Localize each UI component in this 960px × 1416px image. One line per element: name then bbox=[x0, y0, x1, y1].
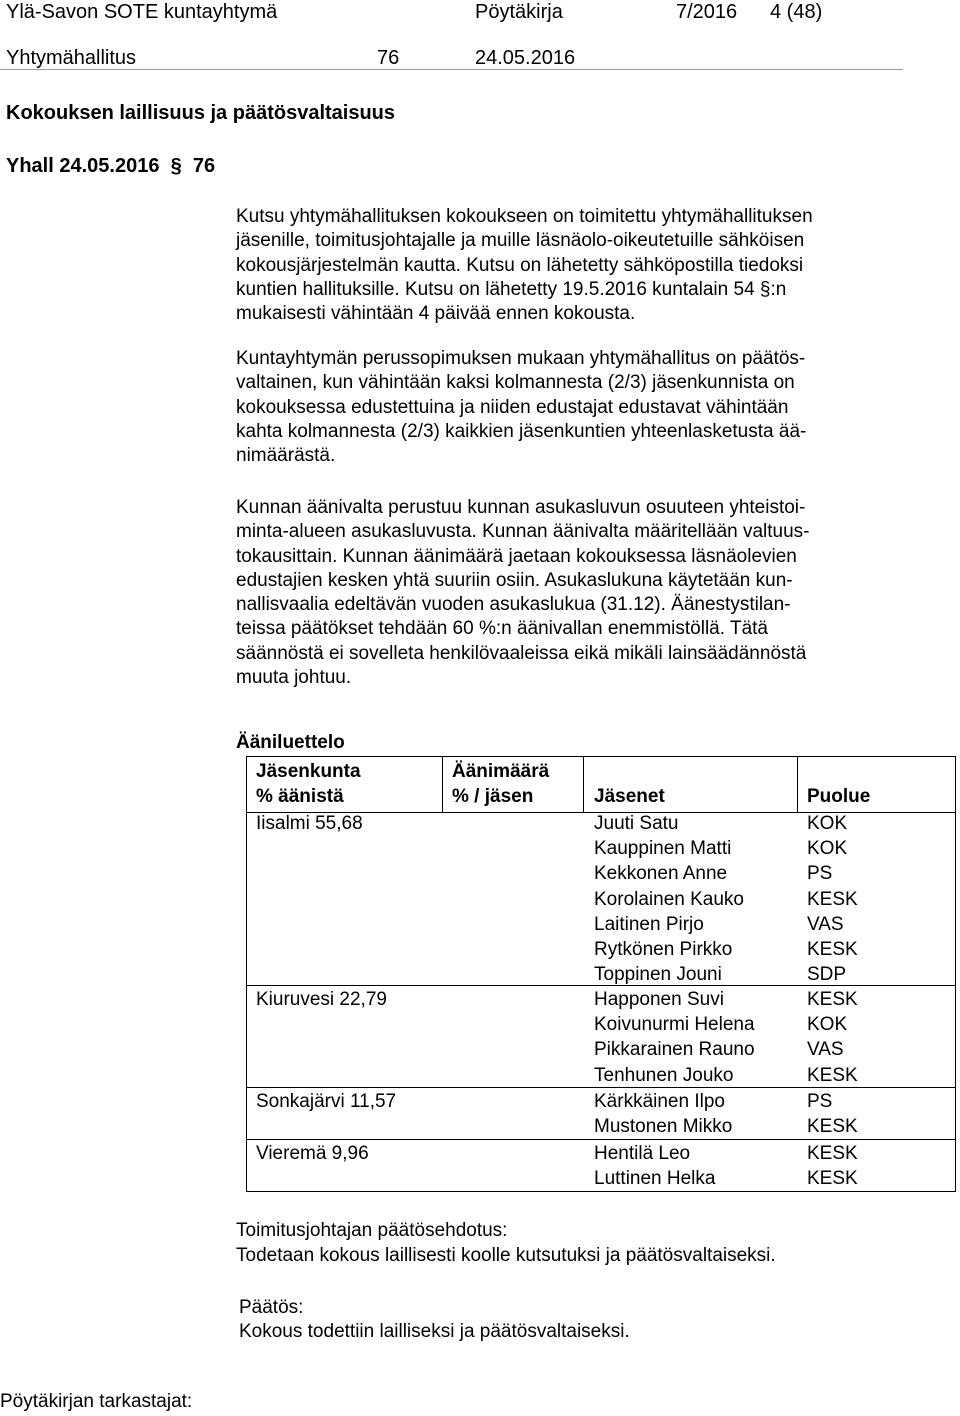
decision-label: Päätös: bbox=[239, 1297, 304, 1318]
paragraph-line: minta-alueen asukasluvusta. Kunnan äänivalta määritellään valtuus- bbox=[236, 521, 810, 543]
organization-name: Ylä-Savon SOTE kuntayhtymä bbox=[6, 1, 278, 23]
table-column-divider bbox=[797, 757, 798, 812]
vote-table-title: Ääniluettelo bbox=[236, 732, 345, 753]
paragraph-line: muuta johtuu. bbox=[236, 667, 352, 689]
paragraph-voting-power bbox=[236, 496, 906, 690]
paragraph-line: nimäärästä. bbox=[236, 445, 336, 467]
header-divider bbox=[0, 69, 903, 70]
member-name: Kärkkäinen Ilpo bbox=[594, 1091, 725, 1112]
member-name: Kauppinen Matti bbox=[594, 838, 732, 860]
party-code: KESK bbox=[807, 888, 858, 910]
party-code: VAS bbox=[807, 1039, 844, 1061]
paragraph-quorum bbox=[236, 347, 906, 468]
page-number: 4 (48) bbox=[770, 1, 823, 23]
header-party: Puolue bbox=[807, 786, 871, 807]
proposal-text: Todetaan kokous laillisesti koolle kutsutuksi ja päätösvaltaiseksi. bbox=[236, 1245, 776, 1266]
section-reference-number: 76 bbox=[192, 155, 216, 177]
party-code: KOK bbox=[807, 1014, 848, 1036]
party-code: KESK bbox=[807, 939, 858, 961]
section-title: Kokouksen laillisuus ja päätösvaltaisuus bbox=[6, 102, 396, 124]
meeting-date: 24.05.2016 bbox=[475, 47, 576, 69]
party-code: PS bbox=[807, 863, 833, 885]
party-code: KESK bbox=[807, 989, 858, 1010]
member-name: Laitinen Pirjo bbox=[594, 913, 704, 935]
member-list bbox=[594, 1141, 715, 1191]
party-list bbox=[807, 811, 858, 987]
member-name: Tenhunen Jouko bbox=[594, 1064, 734, 1086]
vote-table bbox=[246, 756, 956, 1192]
member-name: Happonen Suvi bbox=[594, 989, 724, 1010]
member-name: Hentilä Leo bbox=[594, 1143, 691, 1164]
member-name: Juuti Satu bbox=[594, 813, 679, 834]
member-name: Rytkönen Pirkko bbox=[594, 939, 733, 961]
section-reference-label: Yhall 24.05.2016 bbox=[6, 155, 160, 177]
party-code: KESK bbox=[807, 1168, 858, 1190]
municipality-cell: Sonkajärvi 11,57 bbox=[256, 1091, 397, 1112]
party-code: KESK bbox=[807, 1143, 858, 1164]
member-name: Koivunurmi Helena bbox=[594, 1014, 755, 1036]
party-code: KESK bbox=[807, 1064, 858, 1086]
party-code: SDP bbox=[807, 964, 847, 986]
party-code: KOK bbox=[807, 838, 848, 860]
header-municipality: Jäsenkunta % äänistä bbox=[256, 761, 361, 807]
reviewers-label: Pöytäkirjan tarkastajat: bbox=[0, 1391, 193, 1412]
paragraph-line: teissa päätökset tehdään 60 %:n äänivallan enemmistöllä. Tätä bbox=[236, 618, 768, 640]
member-name: Kekkonen Anne bbox=[594, 863, 728, 885]
section-reference bbox=[6, 154, 215, 178]
member-name: Mustonen Mikko bbox=[594, 1116, 733, 1138]
paragraph-line: kuntien hallituksille. Kutsu on lähetetty 19.5.2016 kuntalain 54 §:n bbox=[236, 278, 787, 300]
municipality-cell: Kiuruvesi 22,79 bbox=[256, 989, 387, 1010]
paragraph-line: kahta kolmannesta (2/3) kaikkien jäsenkuntien yhteenlasketusta ää- bbox=[236, 420, 807, 442]
decision-text: Kokous todettiin lailliseksi ja päätösvaltaiseksi. bbox=[239, 1321, 630, 1342]
member-list bbox=[594, 1089, 732, 1139]
party-list bbox=[807, 987, 858, 1088]
member-list bbox=[594, 811, 744, 987]
paragraph-line: jäsenille, toimitusjohtajalle ja muille läsnäolo-oikeutetuille sähköisen bbox=[236, 230, 805, 252]
paragraph-line: edustajien kesken yhtä suuriin osiin. Asukaslukuna käytetään kun- bbox=[236, 569, 793, 591]
header-members: Jäsenet bbox=[594, 786, 665, 807]
paragraph-line: säännöstä ei sovelleta henkilövaaleissa eikä mikäli lainsäädännöstä bbox=[236, 642, 807, 664]
meeting-body: Yhtymähallitus bbox=[6, 47, 137, 69]
document-number: 7/2016 bbox=[676, 1, 738, 23]
table-column-divider bbox=[442, 757, 443, 812]
section-number: 76 bbox=[377, 47, 400, 69]
section-symbol: § bbox=[165, 155, 188, 177]
party-code: KESK bbox=[807, 1116, 858, 1138]
party-list bbox=[807, 1089, 858, 1139]
proposal-label: Toimitusjohtajan päätösehdotus: bbox=[236, 1220, 508, 1241]
member-name: Korolainen Kauko bbox=[594, 888, 744, 910]
paragraph-line: nallisvaalia edeltävän vuoden asukaslukua (31.12). Äänestystilan- bbox=[236, 594, 791, 616]
paragraph-line: Kunnan äänivalta perustuu kunnan asukasluvun osuuteen yhteistoi- bbox=[236, 497, 806, 518]
member-name: Toppinen Jouni bbox=[594, 964, 722, 986]
paragraph-line: mukaisesti vähintään 4 päivää ennen kokousta. bbox=[236, 303, 636, 325]
paragraph-line: tokausittain. Kunnan äänimäärä jaetaan kokouksessa läsnäolevien bbox=[236, 545, 797, 567]
paragraph-line: kokousjärjestelmän kautta. Kutsu on lähetetty sähköpostilla tiedoksi bbox=[236, 254, 804, 276]
header-votes: Äänimäärä % / jäsen bbox=[452, 761, 550, 807]
paragraph-invitation bbox=[236, 205, 906, 326]
paragraph-line: Kuntayhtymän perussopimuksen mukaan yhtymähallitus on päätös- bbox=[236, 348, 806, 369]
table-column-divider bbox=[583, 757, 584, 812]
document-type: Pöytäkirja bbox=[475, 1, 563, 23]
member-name: Luttinen Helka bbox=[594, 1168, 716, 1190]
paragraph-line: Kutsu yhtymähallituksen kokoukseen on toimitettu yhtymähallituksen bbox=[236, 206, 813, 227]
member-list bbox=[594, 987, 755, 1088]
party-list bbox=[807, 1141, 858, 1191]
party-code: KOK bbox=[807, 813, 848, 834]
municipality-cell: Vieremä 9,96 bbox=[256, 1143, 369, 1164]
municipality-cell: Iisalmi 55,68 bbox=[256, 813, 363, 834]
party-code: VAS bbox=[807, 913, 844, 935]
paragraph-line: valtainen, kun vähintään kaksi kolmannesta (2/3) jäsenkunnista on bbox=[236, 372, 795, 394]
party-code: PS bbox=[807, 1091, 833, 1112]
member-name: Pikkarainen Rauno bbox=[594, 1039, 755, 1061]
paragraph-line: kokouksessa edustettuina ja niiden edustajat edustavat vähintään bbox=[236, 396, 789, 418]
